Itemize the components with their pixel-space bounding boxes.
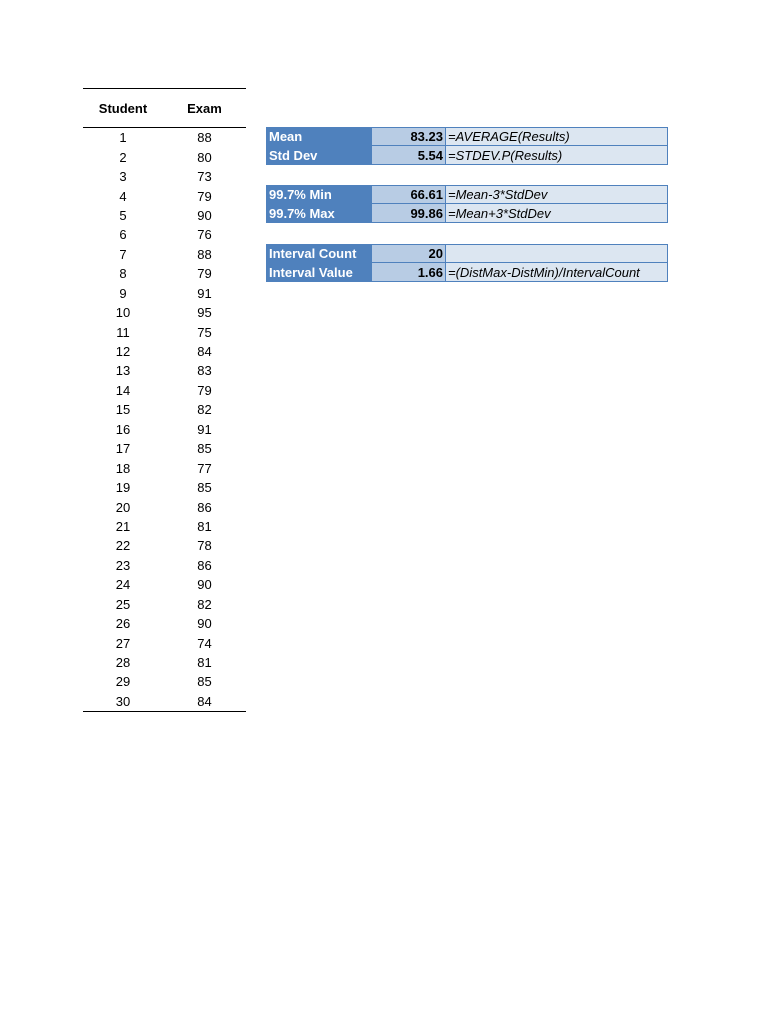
exam-cell[interactable]: 75 — [197, 324, 212, 340]
table-row — [83, 342, 246, 361]
table-bottom-rule — [83, 711, 246, 712]
exam-cell[interactable]: 95 — [197, 305, 212, 321]
table-row — [83, 186, 246, 205]
exam-cell[interactable]: 85 — [197, 674, 212, 690]
student-cell[interactable]: 30 — [115, 693, 131, 709]
stat-row-max — [266, 204, 668, 223]
table-row — [83, 517, 246, 536]
stat-row-stddev — [266, 146, 668, 165]
student-cell[interactable]: 18 — [115, 460, 131, 476]
exam-cell[interactable]: 81 — [197, 518, 212, 534]
table-row — [83, 556, 246, 575]
table-row — [83, 478, 246, 497]
student-cell[interactable]: 21 — [115, 518, 131, 534]
table-row — [83, 245, 246, 264]
stat-label[interactable]: Std Dev — [266, 146, 372, 165]
table-row — [83, 128, 246, 147]
student-cell[interactable]: 19 — [115, 480, 131, 496]
student-cell[interactable]: 29 — [115, 674, 131, 690]
stat-value[interactable]: 99.86 — [372, 204, 446, 223]
header-student: Student — [98, 100, 148, 116]
stat-formula[interactable]: =Mean-3*StdDev — [446, 185, 668, 204]
table-row — [83, 400, 246, 419]
exam-cell[interactable]: 82 — [197, 596, 212, 612]
exam-cell[interactable]: 85 — [197, 480, 212, 496]
student-cell[interactable]: 6 — [119, 227, 127, 243]
exam-cell[interactable]: 77 — [197, 460, 212, 476]
stat-formula[interactable]: =Mean+3*StdDev — [446, 204, 668, 223]
stat-label[interactable]: Interval Value — [266, 263, 372, 282]
table-row — [83, 264, 246, 283]
stat-row-min — [266, 185, 668, 204]
table-row — [83, 536, 246, 555]
table-row — [83, 614, 246, 633]
student-cell[interactable]: 16 — [115, 421, 131, 437]
student-cell[interactable]: 8 — [119, 266, 127, 282]
exam-cell[interactable]: 73 — [197, 169, 212, 185]
table-row — [83, 167, 246, 186]
table-body — [83, 128, 246, 711]
stat-formula[interactable]: =STDEV.P(Results) — [446, 146, 668, 165]
exam-cell[interactable]: 86 — [197, 499, 212, 515]
exam-cell[interactable]: 88 — [197, 130, 212, 146]
student-cell[interactable]: 12 — [115, 344, 131, 360]
table-row — [83, 303, 246, 322]
exam-cell[interactable]: 78 — [197, 538, 212, 554]
table-row — [83, 595, 246, 614]
exam-results-table — [83, 88, 246, 712]
stats-block-mean — [266, 127, 668, 165]
table-row — [83, 147, 246, 166]
stat-row-mean — [266, 127, 668, 146]
student-cell[interactable]: 9 — [119, 285, 127, 301]
student-cell[interactable]: 10 — [115, 305, 131, 321]
stat-value[interactable]: 5.54 — [372, 146, 446, 165]
student-cell[interactable]: 24 — [115, 577, 131, 593]
stat-value[interactable]: 20 — [372, 244, 446, 263]
exam-cell[interactable]: 88 — [197, 246, 212, 262]
header-exam: Exam — [187, 100, 222, 116]
exam-cell[interactable]: 84 — [197, 693, 212, 709]
student-cell[interactable]: 25 — [115, 596, 131, 612]
student-cell[interactable]: 7 — [119, 246, 127, 262]
stat-formula[interactable] — [446, 244, 668, 263]
student-cell[interactable]: 11 — [116, 324, 130, 340]
student-cell[interactable]: 14 — [115, 382, 131, 398]
student-cell[interactable]: 26 — [115, 616, 131, 632]
stat-formula[interactable]: =(DistMax-DistMin)/IntervalCount — [446, 263, 668, 282]
student-cell[interactable]: 4 — [119, 188, 127, 204]
table-row — [83, 633, 246, 652]
exam-cell[interactable]: 90 — [197, 577, 212, 593]
table-row — [83, 439, 246, 458]
table-row — [83, 381, 246, 400]
table-row — [83, 458, 246, 477]
table-row — [83, 206, 246, 225]
stat-value[interactable]: 83.23 — [372, 127, 446, 146]
table-row — [83, 653, 246, 672]
student-cell[interactable]: 17 — [115, 441, 131, 457]
student-cell[interactable]: 28 — [115, 655, 131, 671]
stat-row-interval-value — [266, 263, 668, 282]
student-cell[interactable]: 5 — [119, 207, 127, 223]
student-cell[interactable]: 1 — [119, 130, 127, 146]
stat-label[interactable]: 99.7% Max — [266, 204, 372, 223]
exam-cell[interactable]: 90 — [197, 207, 212, 223]
exam-cell[interactable]: 76 — [197, 227, 212, 243]
exam-cell[interactable]: 85 — [197, 441, 212, 457]
stats-block-interval — [266, 244, 668, 282]
student-cell[interactable]: 23 — [115, 557, 131, 573]
stat-label[interactable]: Interval Count — [266, 244, 372, 263]
table-row — [83, 225, 246, 244]
student-cell[interactable]: 22 — [115, 538, 131, 554]
stat-formula[interactable]: =AVERAGE(Results) — [446, 127, 668, 146]
exam-cell[interactable]: 84 — [197, 344, 212, 360]
stat-value[interactable]: 66.61 — [372, 185, 446, 204]
exam-cell[interactable]: 83 — [197, 363, 212, 379]
exam-cell[interactable]: 79 — [197, 382, 212, 398]
student-cell[interactable]: 27 — [115, 635, 131, 651]
table-header — [83, 89, 246, 127]
student-cell[interactable]: 2 — [119, 149, 127, 165]
exam-cell[interactable]: 79 — [197, 266, 212, 282]
stat-label[interactable]: 99.7% Min — [266, 185, 372, 204]
exam-cell[interactable]: 81 — [197, 655, 212, 671]
exam-cell[interactable]: 82 — [197, 402, 212, 418]
exam-cell[interactable]: 91 — [197, 285, 212, 301]
exam-cell[interactable]: 91 — [197, 421, 212, 437]
table-row — [83, 361, 246, 380]
exam-cell[interactable]: 74 — [197, 635, 212, 651]
table-row — [83, 692, 246, 711]
exam-cell[interactable]: 79 — [197, 188, 212, 204]
exam-cell[interactable]: 90 — [197, 616, 212, 632]
table-row — [83, 322, 246, 341]
student-cell[interactable]: 3 — [119, 169, 127, 185]
stat-label[interactable]: Mean — [266, 127, 372, 146]
student-cell[interactable]: 13 — [115, 363, 131, 379]
student-cell[interactable]: 20 — [115, 499, 131, 515]
exam-cell[interactable]: 80 — [197, 149, 212, 165]
table-row — [83, 672, 246, 691]
stat-value[interactable]: 1.66 — [372, 263, 446, 282]
table-row — [83, 497, 246, 516]
table-row — [83, 420, 246, 439]
student-cell[interactable]: 15 — [115, 402, 131, 418]
table-row — [83, 575, 246, 594]
stats-block-range — [266, 185, 668, 223]
exam-cell[interactable]: 86 — [197, 557, 212, 573]
table-row — [83, 284, 246, 303]
stat-row-interval-count — [266, 244, 668, 263]
